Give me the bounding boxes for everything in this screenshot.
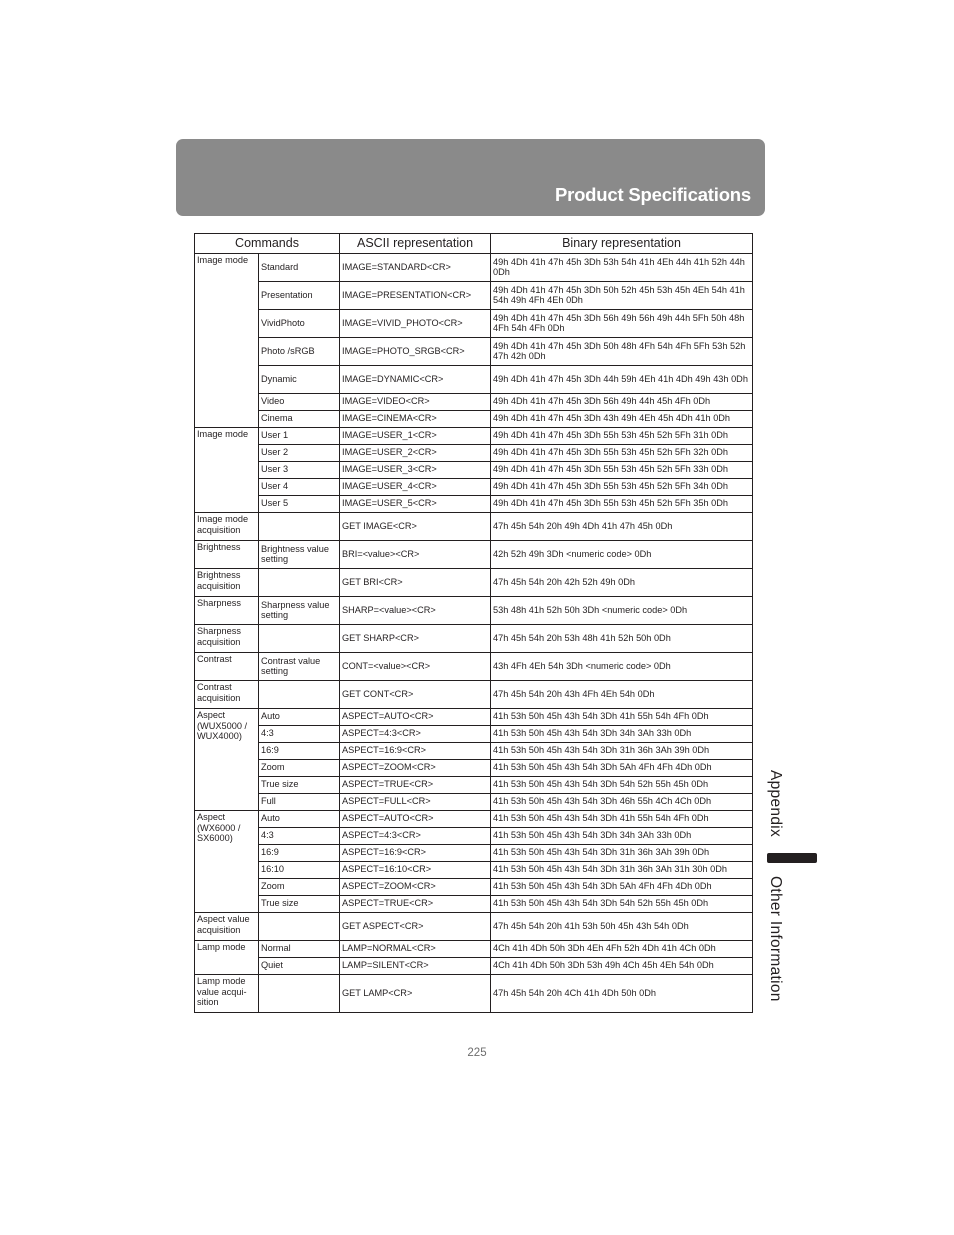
table-row	[195, 541, 753, 569]
command-cell: Brightness	[195, 541, 259, 569]
ascii-cell: ASPECT=AUTO<CR>	[340, 709, 491, 726]
binary-cell: 47h 45h 54h 20h 41h 53h 50h 45h 43h 54h 0Dh	[491, 913, 753, 941]
ascii-cell: IMAGE=VIVID_PHOTO<CR>	[340, 310, 491, 338]
command-cell: Image mode	[195, 254, 259, 428]
ascii-cell: ASPECT=FULL<CR>	[340, 794, 491, 811]
ascii-cell: GET CONT<CR>	[340, 681, 491, 709]
ascii-cell: SHARP=<value><CR>	[340, 597, 491, 625]
table-row	[195, 428, 753, 445]
table-body	[195, 254, 753, 1013]
binary-cell: 47h 45h 54h 20h 53h 48h 41h 52h 50h 0Dh	[491, 625, 753, 653]
binary-cell: 49h 4Dh 41h 47h 45h 3Dh 50h 48h 4Fh 54h 4Fh 5Fh 53h 52h 47h 42h 0Dh	[491, 338, 753, 366]
page-number: 225	[467, 1047, 487, 1059]
subcommand-cell: Video	[259, 394, 340, 411]
binary-cell: 41h 53h 50h 45h 43h 54h 3Dh 54h 52h 55h 45h 0Dh	[491, 896, 753, 913]
subcommand-cell	[259, 913, 340, 941]
binary-cell: 49h 4Dh 41h 47h 45h 3Dh 43h 49h 4Eh 45h 4Dh 41h 0Dh	[491, 411, 753, 428]
command-cell: Image mode acquisition	[195, 513, 259, 541]
table-row	[195, 254, 753, 282]
ascii-cell: IMAGE=CINEMA<CR>	[340, 411, 491, 428]
table-row	[195, 681, 753, 709]
binary-cell: 41h 53h 50h 45h 43h 54h 3Dh 34h 3Ah 33h 0Dh	[491, 726, 753, 743]
ascii-cell: ASPECT=TRUE<CR>	[340, 896, 491, 913]
binary-cell: 53h 48h 41h 52h 50h 3Dh <numeric code> 0Dh	[491, 597, 753, 625]
ascii-cell: ASPECT=ZOOM<CR>	[340, 879, 491, 896]
binary-cell: 41h 53h 50h 45h 43h 54h 3Dh 31h 36h 3Ah 31h 30h 0Dh	[491, 862, 753, 879]
table-row	[195, 496, 753, 513]
table-row	[195, 569, 753, 597]
command-cell: Contrast acquisition	[195, 681, 259, 709]
subcommand-cell: Zoom	[259, 879, 340, 896]
binary-cell: 41h 53h 50h 45h 43h 54h 3Dh 41h 55h 54h 4Fh 0Dh	[491, 811, 753, 828]
table-row	[195, 625, 753, 653]
binary-cell: 49h 4Dh 41h 47h 45h 3Dh 55h 53h 45h 52h 5Fh 33h 0Dh	[491, 462, 753, 479]
table-row	[195, 958, 753, 975]
ascii-cell: IMAGE=USER_1<CR>	[340, 428, 491, 445]
subcommand-cell: Sharpness value setting	[259, 597, 340, 625]
table-row	[195, 879, 753, 896]
subcommand-cell: Normal	[259, 941, 340, 958]
ascii-cell: ASPECT=ZOOM<CR>	[340, 760, 491, 777]
ascii-cell: IMAGE=USER_2<CR>	[340, 445, 491, 462]
subcommand-cell: Auto	[259, 811, 340, 828]
subcommand-cell: 16:9	[259, 743, 340, 760]
subcommand-cell: Zoom	[259, 760, 340, 777]
subcommand-cell: Presentation	[259, 282, 340, 310]
command-cell: Aspect (WUX5000 / WUX4000)	[195, 709, 259, 811]
ascii-cell: LAMP=NORMAL<CR>	[340, 941, 491, 958]
ascii-cell: IMAGE=USER_4<CR>	[340, 479, 491, 496]
binary-cell: 49h 4Dh 41h 47h 45h 3Dh 55h 53h 45h 52h 5Fh 35h 0Dh	[491, 496, 753, 513]
table-row	[195, 653, 753, 681]
ascii-cell: CONT=<value><CR>	[340, 653, 491, 681]
subcommand-cell: Quiet	[259, 958, 340, 975]
command-cell: Brightness acquisition	[195, 569, 259, 597]
command-cell: Lamp mode value acqui-sition	[195, 975, 259, 1013]
column-header-commands: Commands	[195, 234, 340, 254]
subcommand-cell: User 1	[259, 428, 340, 445]
page-title: Product Specifications	[554, 184, 751, 205]
ascii-cell: ASPECT=16:9<CR>	[340, 845, 491, 862]
command-cell: Sharpness	[195, 597, 259, 625]
binary-cell: 47h 45h 54h 20h 43h 4Fh 4Eh 54h 0Dh	[491, 681, 753, 709]
table-row	[195, 282, 753, 310]
binary-cell: 47h 45h 54h 20h 42h 52h 49h 0Dh	[491, 569, 753, 597]
ascii-cell: LAMP=SILENT<CR>	[340, 958, 491, 975]
ascii-cell: IMAGE=DYNAMIC<CR>	[340, 366, 491, 394]
binary-cell: 49h 4Dh 41h 47h 45h 3Dh 55h 53h 45h 52h 5Fh 31h 0Dh	[491, 428, 753, 445]
subcommand-cell: User 2	[259, 445, 340, 462]
table-row	[195, 777, 753, 794]
subcommand-cell: 4:3	[259, 828, 340, 845]
subcommand-cell: Contrast value setting	[259, 653, 340, 681]
column-header-binary: Binary representation	[491, 234, 753, 254]
ascii-cell: IMAGE=USER_5<CR>	[340, 496, 491, 513]
subcommand-cell: True size	[259, 777, 340, 794]
binary-cell: 49h 4Dh 41h 47h 45h 3Dh 55h 53h 45h 52h 5Fh 32h 0Dh	[491, 445, 753, 462]
table-row	[195, 811, 753, 828]
subcommand-cell: True size	[259, 896, 340, 913]
binary-cell: 41h 53h 50h 45h 43h 54h 3Dh 5Ah 4Fh 4Fh 4Dh 0Dh	[491, 879, 753, 896]
binary-cell: 4Ch 41h 4Dh 50h 3Dh 4Eh 4Fh 52h 4Dh 41h 4Ch 0Dh	[491, 941, 753, 958]
binary-cell: 49h 4Dh 41h 47h 45h 3Dh 56h 49h 44h 45h 4Fh 0Dh	[491, 394, 753, 411]
table-row	[195, 845, 753, 862]
table-row	[195, 597, 753, 625]
table-row	[195, 366, 753, 394]
binary-cell: 49h 4Dh 41h 47h 45h 3Dh 56h 49h 56h 49h 44h 5Fh 50h 48h 4Fh 54h 4Fh 0Dh	[491, 310, 753, 338]
table-row	[195, 479, 753, 496]
side-tab-marker	[767, 853, 817, 863]
table-row	[195, 394, 753, 411]
ascii-cell: GET ASPECT<CR>	[340, 913, 491, 941]
ascii-cell: IMAGE=VIDEO<CR>	[340, 394, 491, 411]
binary-cell: 47h 45h 54h 20h 4Ch 41h 4Dh 50h 0Dh	[491, 975, 753, 1013]
command-table	[194, 233, 753, 1013]
subcommand-cell: Dynamic	[259, 366, 340, 394]
ascii-cell: ASPECT=AUTO<CR>	[340, 811, 491, 828]
header-bar	[176, 139, 765, 216]
subcommand-cell: VividPhoto	[259, 310, 340, 338]
binary-cell: 49h 4Dh 41h 47h 45h 3Dh 55h 53h 45h 52h 5Fh 34h 0Dh	[491, 479, 753, 496]
table-row	[195, 445, 753, 462]
subcommand-cell: User 3	[259, 462, 340, 479]
table-row	[195, 338, 753, 366]
subcommand-cell: 16:9	[259, 845, 340, 862]
subcommand-cell: Brightness value setting	[259, 541, 340, 569]
command-cell: Aspect value acquisition	[195, 913, 259, 941]
table-row	[195, 743, 753, 760]
table-row	[195, 896, 753, 913]
binary-cell: 41h 53h 50h 45h 43h 54h 3Dh 41h 55h 54h 4Fh 0Dh	[491, 709, 753, 726]
ascii-cell: GET IMAGE<CR>	[340, 513, 491, 541]
command-cell: Sharpness acquisition	[195, 625, 259, 653]
ascii-cell: ASPECT=4:3<CR>	[340, 828, 491, 845]
subcommand-cell	[259, 681, 340, 709]
ascii-cell: GET BRI<CR>	[340, 569, 491, 597]
binary-cell: 41h 53h 50h 45h 43h 54h 3Dh 54h 52h 55h 45h 0Dh	[491, 777, 753, 794]
subcommand-cell: Photo /sRGB	[259, 338, 340, 366]
binary-cell: 41h 53h 50h 45h 43h 54h 3Dh 31h 36h 3Ah 39h 0Dh	[491, 743, 753, 760]
ascii-cell: IMAGE=STANDARD<CR>	[340, 254, 491, 282]
binary-cell: 47h 45h 54h 20h 49h 4Dh 41h 47h 45h 0Dh	[491, 513, 753, 541]
table-row	[195, 794, 753, 811]
subcommand-cell	[259, 569, 340, 597]
table-row	[195, 513, 753, 541]
ascii-cell: BRI=<value><CR>	[340, 541, 491, 569]
binary-cell: 42h 52h 49h 3Dh <numeric code> 0Dh	[491, 541, 753, 569]
command-cell: Image mode	[195, 428, 259, 513]
table-row	[195, 828, 753, 845]
subcommand-cell: Auto	[259, 709, 340, 726]
table-row	[195, 310, 753, 338]
table-header-row	[195, 234, 753, 254]
subcommand-cell: User 4	[259, 479, 340, 496]
table-row	[195, 709, 753, 726]
subcommand-cell: Standard	[259, 254, 340, 282]
binary-cell: 41h 53h 50h 45h 43h 54h 3Dh 5Ah 4Fh 4Fh 4Dh 0Dh	[491, 760, 753, 777]
command-cell: Lamp mode	[195, 941, 259, 975]
ascii-cell: ASPECT=16:10<CR>	[340, 862, 491, 879]
ascii-cell: IMAGE=PHOTO_SRGB<CR>	[340, 338, 491, 366]
table-row	[195, 760, 753, 777]
side-tab-appendix: Appendix	[767, 770, 784, 838]
binary-cell: 41h 53h 50h 45h 43h 54h 3Dh 31h 36h 3Ah 39h 0Dh	[491, 845, 753, 862]
subcommand-cell: Cinema	[259, 411, 340, 428]
subcommand-cell: Full	[259, 794, 340, 811]
binary-cell: 49h 4Dh 41h 47h 45h 3Dh 50h 52h 45h 53h 45h 4Eh 54h 41h 54h 49h 4Fh 4Eh 0Dh	[491, 282, 753, 310]
binary-cell: 41h 53h 50h 45h 43h 54h 3Dh 46h 55h 4Ch 4Ch 0Dh	[491, 794, 753, 811]
subcommand-cell	[259, 513, 340, 541]
table-row	[195, 862, 753, 879]
binary-cell: 41h 53h 50h 45h 43h 54h 3Dh 34h 3Ah 33h 0Dh	[491, 828, 753, 845]
ascii-cell: GET LAMP<CR>	[340, 975, 491, 1013]
ascii-cell: GET SHARP<CR>	[340, 625, 491, 653]
binary-cell: 43h 4Fh 4Eh 54h 3Dh <numeric code> 0Dh	[491, 653, 753, 681]
table-row	[195, 411, 753, 428]
table-row	[195, 975, 753, 1013]
subcommand-cell	[259, 975, 340, 1013]
table-row	[195, 941, 753, 958]
ascii-cell: ASPECT=16:9<CR>	[340, 743, 491, 760]
table-row	[195, 913, 753, 941]
binary-cell: 49h 4Dh 41h 47h 45h 3Dh 53h 54h 41h 4Eh 44h 41h 52h 44h 0Dh	[491, 254, 753, 282]
binary-cell: 4Ch 41h 4Dh 50h 3Dh 53h 49h 4Ch 45h 4Eh 54h 0Dh	[491, 958, 753, 975]
subcommand-cell: 16:10	[259, 862, 340, 879]
table-row	[195, 462, 753, 479]
ascii-cell: IMAGE=PRESENTATION<CR>	[340, 282, 491, 310]
subcommand-cell: 4:3	[259, 726, 340, 743]
table-row	[195, 726, 753, 743]
command-cell: Aspect (WX6000 / SX6000)	[195, 811, 259, 913]
ascii-cell: IMAGE=USER_3<CR>	[340, 462, 491, 479]
binary-cell: 49h 4Dh 41h 47h 45h 3Dh 44h 59h 4Eh 41h 4Dh 49h 43h 0Dh	[491, 366, 753, 394]
side-tab-other-information: Other Information	[767, 876, 784, 1002]
column-header-ascii: ASCII representation	[340, 234, 491, 254]
subcommand-cell: User 5	[259, 496, 340, 513]
command-cell: Contrast	[195, 653, 259, 681]
ascii-cell: ASPECT=4:3<CR>	[340, 726, 491, 743]
ascii-cell: ASPECT=TRUE<CR>	[340, 777, 491, 794]
subcommand-cell	[259, 625, 340, 653]
